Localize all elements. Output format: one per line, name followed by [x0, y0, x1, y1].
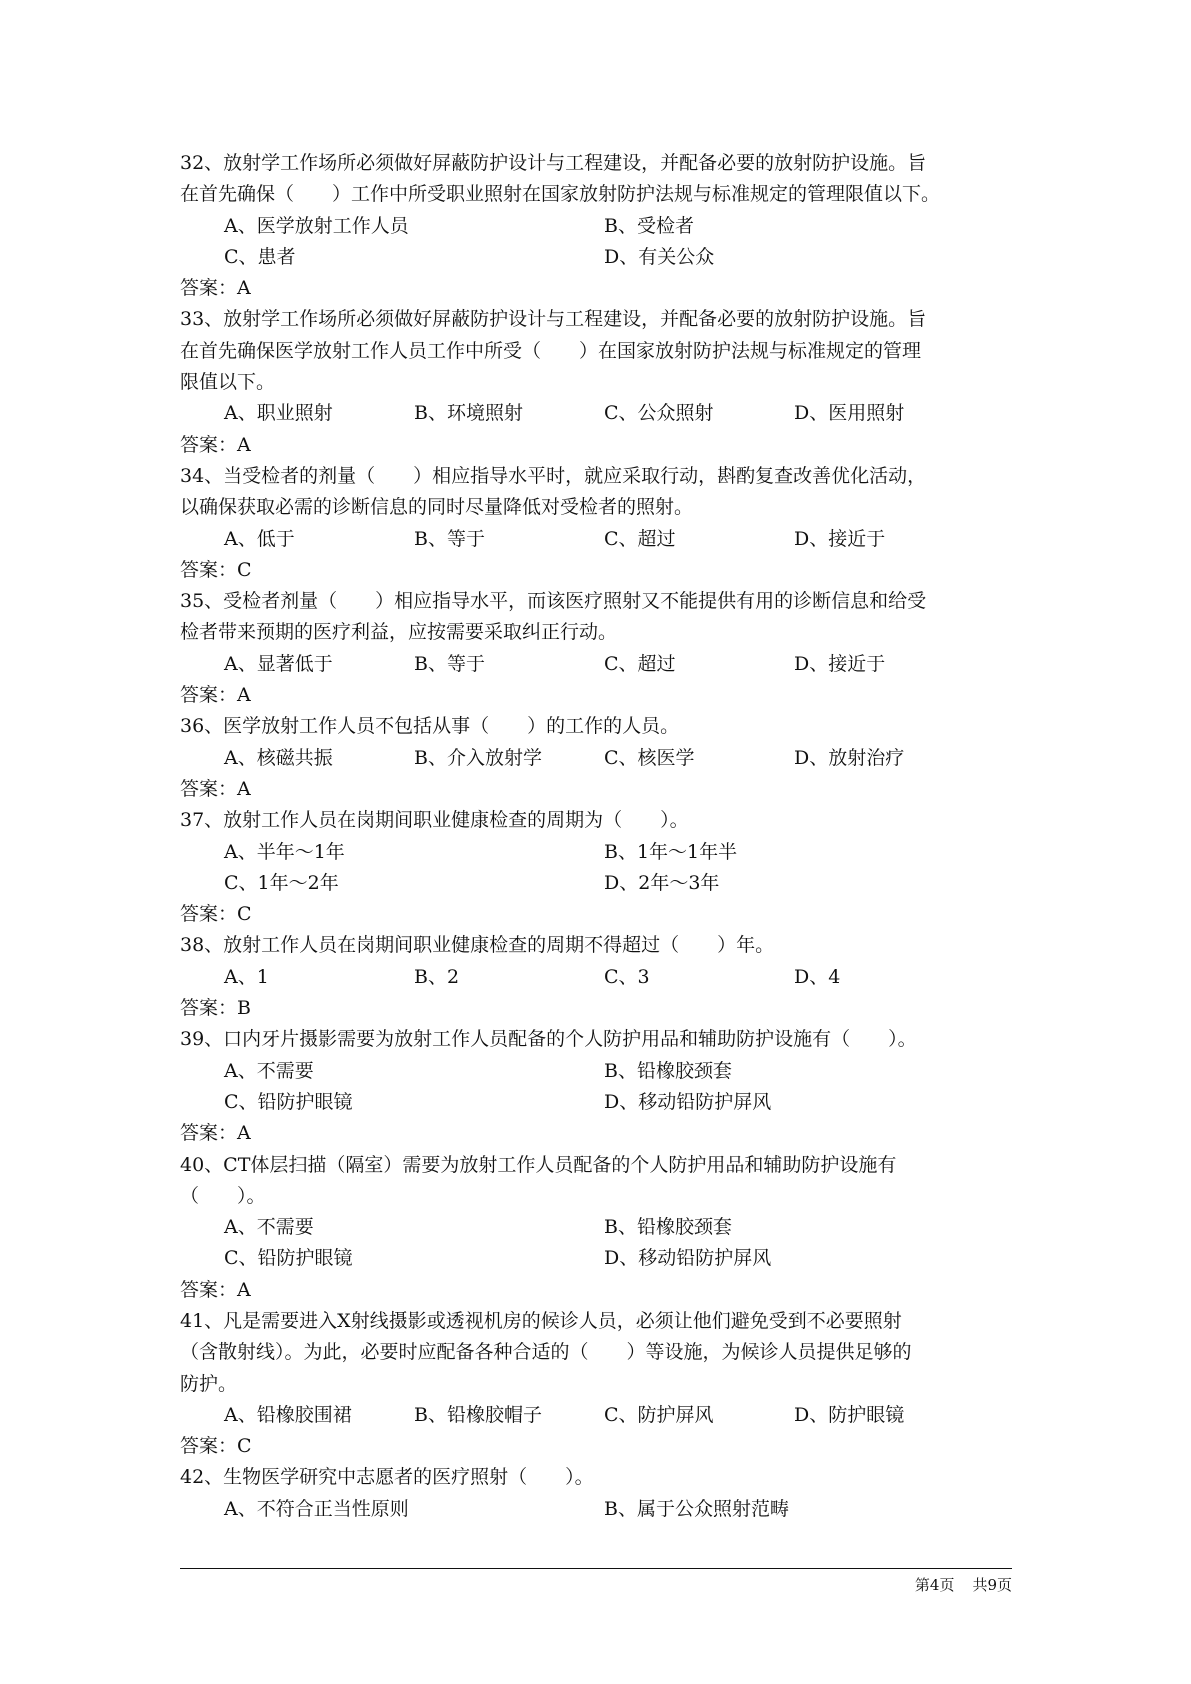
question-block — [180, 304, 1010, 460]
option: B、环境照射 — [414, 402, 523, 425]
question-block — [180, 1306, 1010, 1462]
option: A、核磁共振 — [224, 746, 333, 769]
question-text: 33、放射学工作场所必须做好屏蔽防护设计与工程建设，并配备必要的放射防护设施。旨 — [180, 308, 927, 331]
option: B、等于 — [414, 652, 485, 675]
options-row — [180, 743, 1010, 774]
option: D、接近于 — [794, 527, 886, 550]
option: B、2 — [414, 965, 460, 988]
page-number: 第4页 — [914, 1576, 955, 1594]
question-block — [180, 711, 1010, 805]
option: C、患者 — [224, 245, 296, 268]
option: C、铅防护眼镜 — [224, 1090, 353, 1113]
option: B、受检者 — [604, 214, 694, 237]
question-text: 36、医学放射工作人员不包括从事（ ）的工作的人员。 — [180, 715, 680, 738]
answer: 答案：A — [180, 1278, 251, 1301]
answer: 答案：A — [180, 277, 251, 300]
option: A、不需要 — [224, 1059, 314, 1082]
question-text: 35、受检者剂量（ ）相应指导水平，而该医疗照射又不能提供有用的诊断信息和给受 — [180, 590, 927, 613]
options-row — [180, 1400, 1010, 1431]
option: D、防护眼镜 — [794, 1403, 905, 1426]
options-row — [180, 649, 1010, 680]
options-row — [180, 242, 1010, 273]
option: D、移动铅防护屏风 — [604, 1247, 772, 1270]
page-footer — [180, 1574, 1012, 1595]
option: A、1 — [224, 965, 269, 988]
question-text: 检者带来预期的医疗利益，应按需要采取纠正行动。 — [180, 621, 618, 644]
options-row — [180, 524, 1010, 555]
answer: 答案：C — [180, 558, 252, 581]
question-text: 38、放射工作人员在岗期间职业健康检查的周期不得超过（ ）年。 — [180, 934, 775, 957]
option: D、放射治疗 — [794, 746, 905, 769]
answer: 答案：A — [180, 1122, 251, 1145]
answer: 答案：A — [180, 777, 251, 800]
question-block — [180, 930, 1010, 1024]
option: C、防护屏风 — [604, 1403, 714, 1426]
answer: 答案：C — [180, 1435, 252, 1458]
question-block — [180, 1462, 1010, 1525]
option: D、接近于 — [794, 652, 886, 675]
options-row — [180, 398, 1010, 429]
option: D、有关公众 — [604, 245, 715, 268]
option: A、半年～1年 — [224, 840, 345, 863]
option: C、公众照射 — [604, 402, 714, 425]
question-text: 限值以下。 — [180, 371, 276, 394]
question-block — [180, 805, 1010, 930]
option: A、铅橡胶围裙 — [224, 1403, 352, 1426]
option: A、显著低于 — [224, 652, 333, 675]
options-row — [180, 1212, 1010, 1243]
question-text: 32、放射学工作场所必须做好屏蔽防护设计与工程建设，并配备必要的放射防护设施。旨 — [180, 152, 927, 174]
question-text: 41、凡是需要进入X射线摄影或透视机房的候诊人员，必须让他们避免受到不必要照射 — [180, 1309, 902, 1332]
option: B、介入放射学 — [414, 746, 542, 769]
answer: 答案：C — [180, 903, 252, 926]
question-text: 防护。 — [180, 1372, 238, 1395]
question-text: 39、口内牙片摄影需要为放射工作人员配备的个人防护用品和辅助防护设施有（ ）。 — [180, 1028, 917, 1051]
options-row — [180, 868, 1010, 899]
question-text: 40、CT体层扫描（隔室）需要为放射工作人员配备的个人防护用品和辅助防护设施有 — [180, 1153, 897, 1176]
question-block — [180, 1024, 1010, 1149]
option: C、超过 — [604, 652, 676, 675]
option: D、移动铅防护屏风 — [604, 1090, 772, 1113]
option: D、4 — [794, 965, 841, 988]
question-text: （ ）。 — [180, 1184, 266, 1207]
page-total: 共9页 — [972, 1576, 1012, 1594]
options-row — [180, 1087, 1010, 1118]
option: A、医学放射工作人员 — [224, 214, 409, 237]
option: A、不需要 — [224, 1216, 314, 1239]
question-text: 在首先确保医学放射工作人员工作中所受（ ）在国家放射防护法规与标准规定的管理 — [180, 339, 922, 362]
option: C、核医学 — [604, 746, 695, 769]
question-text: 以确保获取必需的诊断信息的同时尽量降低对受检者的照射。 — [180, 496, 694, 519]
option: B、铅橡胶颈套 — [604, 1059, 732, 1082]
option: D、2年～3年 — [604, 871, 720, 894]
question-block — [180, 1150, 1010, 1306]
answer: 答案：A — [180, 433, 251, 456]
option: C、铅防护眼镜 — [224, 1247, 353, 1270]
option: C、3 — [604, 965, 650, 988]
option: B、铅橡胶帽子 — [414, 1403, 542, 1426]
options-row — [180, 211, 1010, 242]
option: C、超过 — [604, 527, 676, 550]
options-row — [180, 1494, 1010, 1525]
answer: 答案：B — [180, 997, 251, 1020]
option: A、低于 — [224, 527, 295, 550]
question-text: 在首先确保（ ）工作中所受职业照射在国家放射防护法规与标准规定的管理限值以下。 — [180, 183, 941, 206]
options-row — [180, 837, 1010, 868]
footer-divider — [180, 1568, 1012, 1569]
question-text: 34、当受检者的剂量（ ）相应指导水平时，就应采取行动，斟酌复查改善优化活动， — [180, 464, 927, 487]
question-block — [180, 461, 1010, 586]
option: C、1年～2年 — [224, 871, 339, 894]
option: B、铅橡胶颈套 — [604, 1216, 732, 1239]
question-block — [180, 586, 1010, 711]
question-text: 42、生物医学研究中志愿者的医疗照射（ ）。 — [180, 1466, 594, 1489]
question-text: （含散射线）。为此，必要时应配备各种合适的（ ）等设施，为候诊人员提供足够的 — [180, 1341, 912, 1364]
options-row — [180, 1243, 1010, 1274]
question-block — [180, 148, 1010, 304]
answer: 答案：A — [180, 684, 251, 707]
question-text: 37、放射工作人员在岗期间职业健康检查的周期为（ ）。 — [180, 809, 689, 832]
option: A、不符合正当性原则 — [224, 1497, 409, 1520]
option: A、职业照射 — [224, 402, 333, 425]
option: B、1年～1年半 — [604, 840, 738, 863]
option: D、医用照射 — [794, 402, 905, 425]
options-row — [180, 1056, 1010, 1087]
question-list — [180, 148, 1010, 1525]
option: B、属于公众照射范畴 — [604, 1497, 789, 1520]
option: B、等于 — [414, 527, 485, 550]
options-row — [180, 962, 1010, 993]
